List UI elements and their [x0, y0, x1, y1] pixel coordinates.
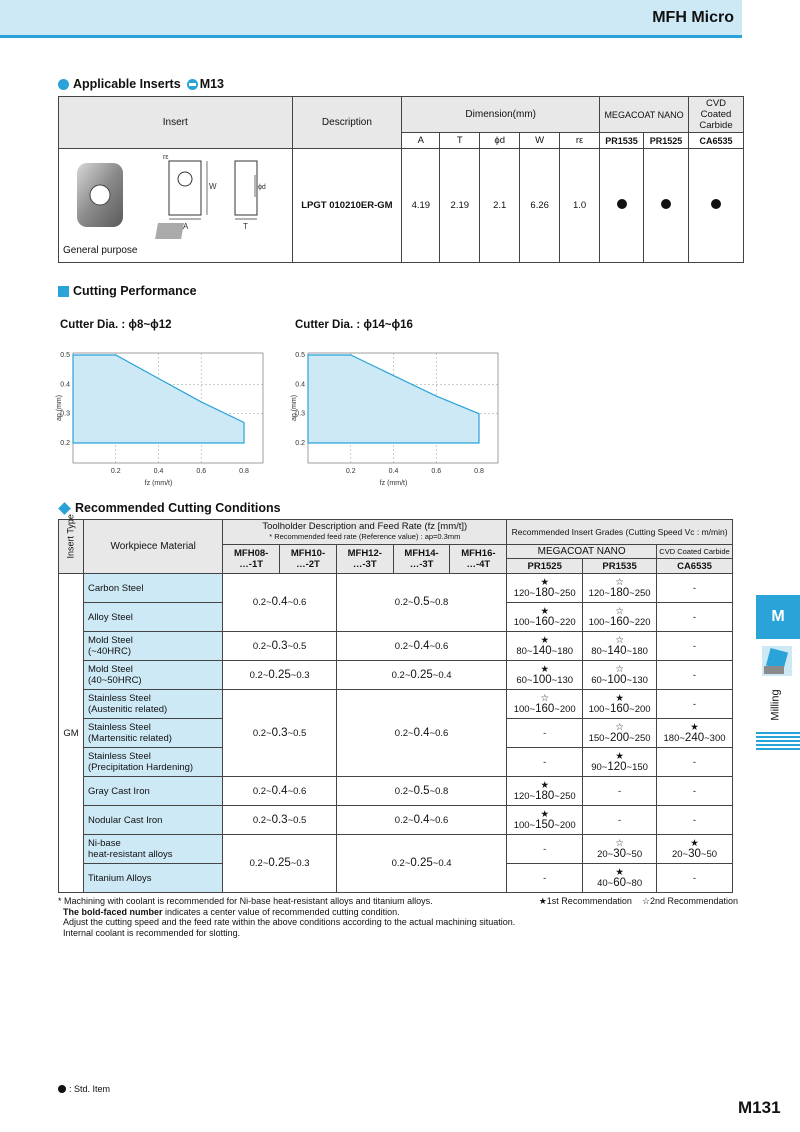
insert-side-view — [235, 161, 257, 215]
chart-cutting-performance-14-16 — [290, 345, 510, 490]
std-item-icon — [711, 199, 721, 209]
x-tick-label: 0.4 — [388, 468, 399, 475]
speed-pr1535 — [583, 835, 657, 864]
footer-legend — [58, 1084, 110, 1094]
holder-mfh14: MFH14- …-3T — [393, 545, 450, 574]
speed-range: - — [692, 756, 697, 768]
insert-header: Insert — [59, 97, 293, 149]
chart-cutting-performance-8-12 — [55, 345, 275, 490]
grades-header: Recommended Insert Grades (Cutting Speed Vc : m/min) — [507, 520, 733, 545]
grade-pr1535: PR1535 — [600, 133, 644, 149]
table-row — [59, 806, 733, 835]
grade-mark: ★ — [540, 780, 549, 791]
y-tick-label: 0.4 — [295, 381, 305, 389]
feed-large: 0.2~0.5~0.8 — [336, 777, 506, 806]
speed-pr1525 — [507, 777, 583, 806]
grade-mark: ★ — [540, 606, 549, 617]
x-tick-label: 0.8 — [239, 468, 249, 475]
label-a: A — [183, 222, 189, 231]
grade-mark: ★ — [690, 722, 699, 733]
speed-range: 60~100~130 — [591, 674, 648, 686]
speed-range: 120~180~250 — [513, 587, 576, 599]
std-item-icon — [617, 199, 627, 209]
page-number: M131 — [738, 1098, 781, 1117]
speed-pr1535 — [583, 864, 657, 893]
std-item-icon — [58, 1085, 66, 1093]
speed-pr1525 — [507, 806, 583, 835]
dim-r: rε — [560, 133, 600, 149]
description-header: Description — [292, 97, 402, 149]
feed-large: 0.2~0.5~0.8 — [336, 574, 506, 632]
notes — [58, 896, 738, 938]
speed-pr1525 — [507, 835, 583, 864]
speed-range: - — [618, 814, 622, 826]
speed-range: - — [692, 669, 697, 681]
grade-mark: ☆ — [615, 606, 624, 617]
feed-large: 0.2~0.4~0.6 — [336, 632, 506, 661]
table-row — [59, 690, 733, 719]
speed-range: 20~30~50 — [671, 848, 718, 860]
grade-mark: ★ — [540, 577, 549, 588]
speed-range: - — [618, 785, 622, 797]
speed-range: - — [692, 872, 697, 884]
workpiece-material: Stainless Steel (Precipitation Hardening) — [84, 748, 223, 777]
speed-range: 90~120~150 — [591, 761, 648, 773]
speed-range: 20~30~50 — [597, 848, 643, 860]
speed-range: - — [543, 843, 547, 855]
speed-pr1535 — [583, 661, 657, 690]
value-w: 6.26 — [520, 149, 560, 263]
note-bold: indicates a center value of recommended cutting condition. — [162, 906, 400, 917]
speed-ca6535 — [657, 806, 733, 835]
speed-range: 80~140~180 — [516, 645, 574, 657]
x-tick-label: 0.2 — [110, 468, 121, 475]
value-r: 1.0 — [560, 149, 600, 263]
table-row — [59, 835, 733, 864]
value-d: 2.1 — [480, 149, 520, 263]
speed-pr1525 — [507, 632, 583, 661]
toolholder-header: Toolholder Description and Feed Rate (fz [mm/t]) * Recommended feed rate (Reference value) : ap=0.3mm — [223, 520, 507, 545]
applicable-inserts-heading — [58, 77, 224, 91]
speed-range: 120~180~250 — [588, 587, 651, 599]
x-axis-label: fz (mm/t) — [379, 480, 408, 487]
insert-top-view — [169, 161, 201, 215]
label-re: rε — [163, 154, 169, 161]
speed-range: - — [543, 727, 547, 739]
recommended-conditions-table — [58, 514, 733, 893]
y-tick-label: 0.2 — [295, 440, 305, 447]
label-w: W — [209, 182, 217, 191]
speed-pr1535 — [583, 806, 657, 835]
grade-pr1535: PR1535 — [583, 559, 657, 574]
speed-ca6535 — [657, 632, 733, 661]
speed-range: 80~140~180 — [591, 645, 648, 657]
holder-mfh10: MFH10- …-2T — [280, 545, 337, 574]
megacoat-header: MEGACOAT NANO — [600, 97, 689, 133]
cvd-grades-header: CVD Coated Carbide — [657, 545, 733, 559]
speed-pr1535 — [583, 777, 657, 806]
section-title: Recommended Cutting Conditions — [75, 501, 281, 515]
speed-range: 100~150~200 — [513, 819, 576, 831]
speed-pr1525 — [507, 690, 583, 719]
feed-small: 0.2~0.4~0.6 — [223, 777, 337, 806]
std-item-label: : Std. Item — [69, 1084, 111, 1094]
insert-code-icon — [187, 79, 198, 90]
table-row — [59, 777, 733, 806]
speed-range: - — [692, 582, 697, 594]
avail-pr1535 — [600, 149, 644, 263]
workpiece-material: Ni-base heat-resistant alloys — [84, 835, 223, 864]
table-row — [59, 574, 733, 603]
grade-mark: ☆ — [615, 664, 624, 675]
speed-ca6535 — [657, 748, 733, 777]
speed-ca6535 — [657, 603, 733, 632]
value-t: 2.19 — [440, 149, 480, 263]
note-bold-label: The bold-faced number — [63, 906, 163, 917]
dim-t: T — [440, 133, 480, 149]
dim-a: A — [402, 133, 440, 149]
holder-mfh12: MFH12- …-3T — [336, 545, 393, 574]
speed-range: - — [692, 611, 697, 623]
speed-pr1525 — [507, 748, 583, 777]
x-tick-label: 0.4 — [153, 468, 164, 475]
speed-range: - — [692, 640, 697, 652]
workpiece-material: Stainless Steel (Martensitic related) — [84, 719, 223, 748]
speed-pr1535 — [583, 574, 657, 603]
holder-mfh16: MFH16- …-4T — [450, 545, 507, 574]
grade-ca6535: CA6535 — [657, 559, 733, 574]
speed-range: 40~60~80 — [597, 877, 643, 889]
workpiece-material: Mold Steel (40~50HRC) — [84, 661, 223, 690]
speed-pr1525 — [507, 864, 583, 893]
speed-ca6535 — [657, 574, 733, 603]
speed-range: - — [692, 814, 697, 826]
std-item-icon — [661, 199, 671, 209]
note-adjust: Adjust the cutting speed and the feed rate within the above conditions according to the actual machining situation. — [63, 917, 516, 927]
label-t: T — [243, 222, 248, 231]
grade-pr1525: PR1525 — [507, 559, 583, 574]
applicable-inserts-table — [58, 96, 744, 263]
y-tick-label: 0.3 — [295, 410, 305, 418]
insert-type-header: Insert Type — [59, 520, 84, 574]
insert-type: GM — [59, 574, 84, 893]
speed-ca6535 — [657, 690, 733, 719]
y-tick-label: 0.2 — [60, 440, 70, 447]
feed-small: 0.2~0.25~0.3 — [223, 835, 337, 893]
grade-mark: ☆ — [615, 838, 624, 849]
workpiece-material: Stainless Steel (Austenitic related) — [84, 690, 223, 719]
grade-mark: ★ — [540, 664, 549, 675]
grade-mark: ★ — [615, 867, 624, 878]
holder-mfh08: MFH08- …-1T — [223, 545, 280, 574]
feed-large: 0.2~0.25~0.4 — [336, 661, 506, 690]
note-internal-coolant: Internal coolant is recommended for slotting. — [63, 927, 241, 938]
speed-range: 100~160~200 — [588, 703, 651, 715]
bullet-icon — [58, 79, 69, 90]
avail-pr1525 — [644, 149, 689, 263]
page-title: MFH Micro — [652, 8, 734, 26]
insert-description: LPGT 010210ER-GM — [292, 149, 402, 263]
dimension-header: Dimension(mm) — [402, 97, 600, 133]
speed-ca6535 — [657, 719, 733, 748]
feed-small: 0.2~0.25~0.3 — [223, 661, 337, 690]
speed-pr1525 — [507, 719, 583, 748]
table-row — [59, 661, 733, 690]
speed-ca6535 — [657, 777, 733, 806]
milling-icon — [760, 644, 796, 678]
x-tick-label: 0.6 — [431, 468, 442, 475]
grade-mark: ☆ — [615, 577, 624, 588]
side-label: Milling — [770, 689, 782, 721]
grade-mark: ★ — [615, 693, 624, 704]
y-axis-label: ap (mm) — [56, 394, 63, 422]
speed-pr1535 — [583, 690, 657, 719]
insert-image-cell — [59, 149, 293, 263]
side-stripes — [756, 732, 800, 752]
cvd-header: CVD Coated Carbide — [689, 97, 744, 133]
legend — [539, 896, 738, 907]
speed-range: - — [692, 785, 697, 797]
dim-w: W — [520, 133, 560, 149]
speed-pr1535 — [583, 603, 657, 632]
workpiece-material: Gray Cast Iron — [84, 777, 223, 806]
speed-range: 100~160~220 — [513, 616, 576, 628]
workpiece-material: Titanium Alloys — [84, 864, 223, 893]
megacoat-grades-header: MEGACOAT NANO — [507, 545, 657, 559]
grade-mark: ★ — [690, 838, 699, 849]
feed-large: 0.2~0.25~0.4 — [336, 835, 506, 893]
speed-ca6535 — [657, 661, 733, 690]
grade-ca6535: CA6535 — [689, 133, 744, 149]
speed-range: 100~160~220 — [588, 616, 651, 628]
note-coolant: * Machining with coolant is recommended for Ni-base heat-resistant alloys and titanium alloys. — [58, 896, 433, 906]
value-a: 4.19 — [402, 149, 440, 263]
x-tick-label: 0.6 — [196, 468, 207, 475]
chart2-title: Cutter Dia. : ϕ14~ϕ16 — [295, 319, 413, 331]
speed-range: 60~100~130 — [516, 674, 574, 686]
side-tab-m[interactable]: M — [756, 595, 800, 639]
speed-range: - — [692, 698, 697, 710]
feed-large: 0.2~0.4~0.6 — [336, 690, 506, 777]
feed-small: 0.2~0.3~0.5 — [223, 632, 337, 661]
recommended-conditions-heading — [58, 501, 281, 515]
workpiece-material: Nodular Cast Iron — [84, 806, 223, 835]
y-tick-label: 0.5 — [60, 352, 70, 359]
bullet-icon — [58, 502, 71, 515]
insert-purpose: General purpose — [63, 245, 138, 256]
speed-range: 120~180~250 — [513, 790, 576, 802]
feed-small: 0.2~0.4~0.6 — [223, 574, 337, 632]
speed-range: 150~200~250 — [588, 732, 651, 744]
workpiece-material: Carbon Steel — [84, 574, 223, 603]
workpiece-material: Mold Steel (~40HRC) — [84, 632, 223, 661]
speed-range: - — [543, 756, 547, 768]
dim-d: ϕd — [480, 133, 520, 149]
feed-large: 0.2~0.4~0.6 — [336, 806, 506, 835]
legend-first: ★1st Recommendation — [538, 896, 632, 906]
insert-code: M13 — [199, 77, 225, 91]
x-tick-label: 0.2 — [345, 468, 356, 475]
grade-mark: ☆ — [540, 693, 549, 704]
avail-ca6535 — [689, 149, 744, 263]
performance-area — [73, 355, 244, 443]
feed-small: 0.2~0.3~0.5 — [223, 806, 337, 835]
speed-pr1525 — [507, 661, 583, 690]
header-bar — [0, 0, 742, 38]
speed-pr1525 — [507, 603, 583, 632]
grade-pr1525: PR1525 — [644, 133, 689, 149]
speed-pr1535 — [583, 719, 657, 748]
grade-mark: ☆ — [615, 635, 624, 646]
speed-pr1535 — [583, 748, 657, 777]
grade-mark: ★ — [540, 809, 549, 820]
y-tick-label: 0.3 — [60, 410, 70, 418]
table-row — [59, 632, 733, 661]
x-axis-label: fz (mm/t) — [144, 480, 173, 487]
workpiece-material: Alloy Steel — [84, 603, 223, 632]
speed-range: 180~240~300 — [663, 732, 726, 744]
grade-mark: ★ — [540, 635, 549, 646]
grade-mark: ★ — [615, 751, 624, 762]
speed-range: 100~160~200 — [513, 703, 576, 715]
section-title: Applicable Inserts — [73, 77, 181, 91]
insert-side-photo — [155, 223, 184, 239]
speed-ca6535 — [657, 835, 733, 864]
section-title: Cutting Performance — [73, 284, 197, 298]
performance-area — [308, 355, 479, 443]
cutting-performance-heading — [58, 284, 197, 298]
legend-second: ☆2nd Recommendation — [641, 896, 738, 906]
speed-ca6535 — [657, 864, 733, 893]
y-tick-label: 0.4 — [60, 381, 70, 389]
y-axis-label: ap (mm) — [291, 394, 298, 422]
bullet-icon — [58, 286, 69, 297]
speed-pr1535 — [583, 632, 657, 661]
chart1-title: Cutter Dia. : ϕ8~ϕ12 — [60, 319, 172, 331]
y-tick-label: 0.5 — [295, 352, 305, 359]
grade-mark: ☆ — [615, 722, 624, 733]
speed-pr1525 — [507, 574, 583, 603]
label-d: ϕd — [258, 184, 266, 191]
speed-range: - — [543, 872, 547, 884]
feed-small: 0.2~0.3~0.5 — [223, 690, 337, 777]
x-tick-label: 0.8 — [474, 468, 484, 475]
material-header: Workpiece Material — [84, 520, 223, 574]
